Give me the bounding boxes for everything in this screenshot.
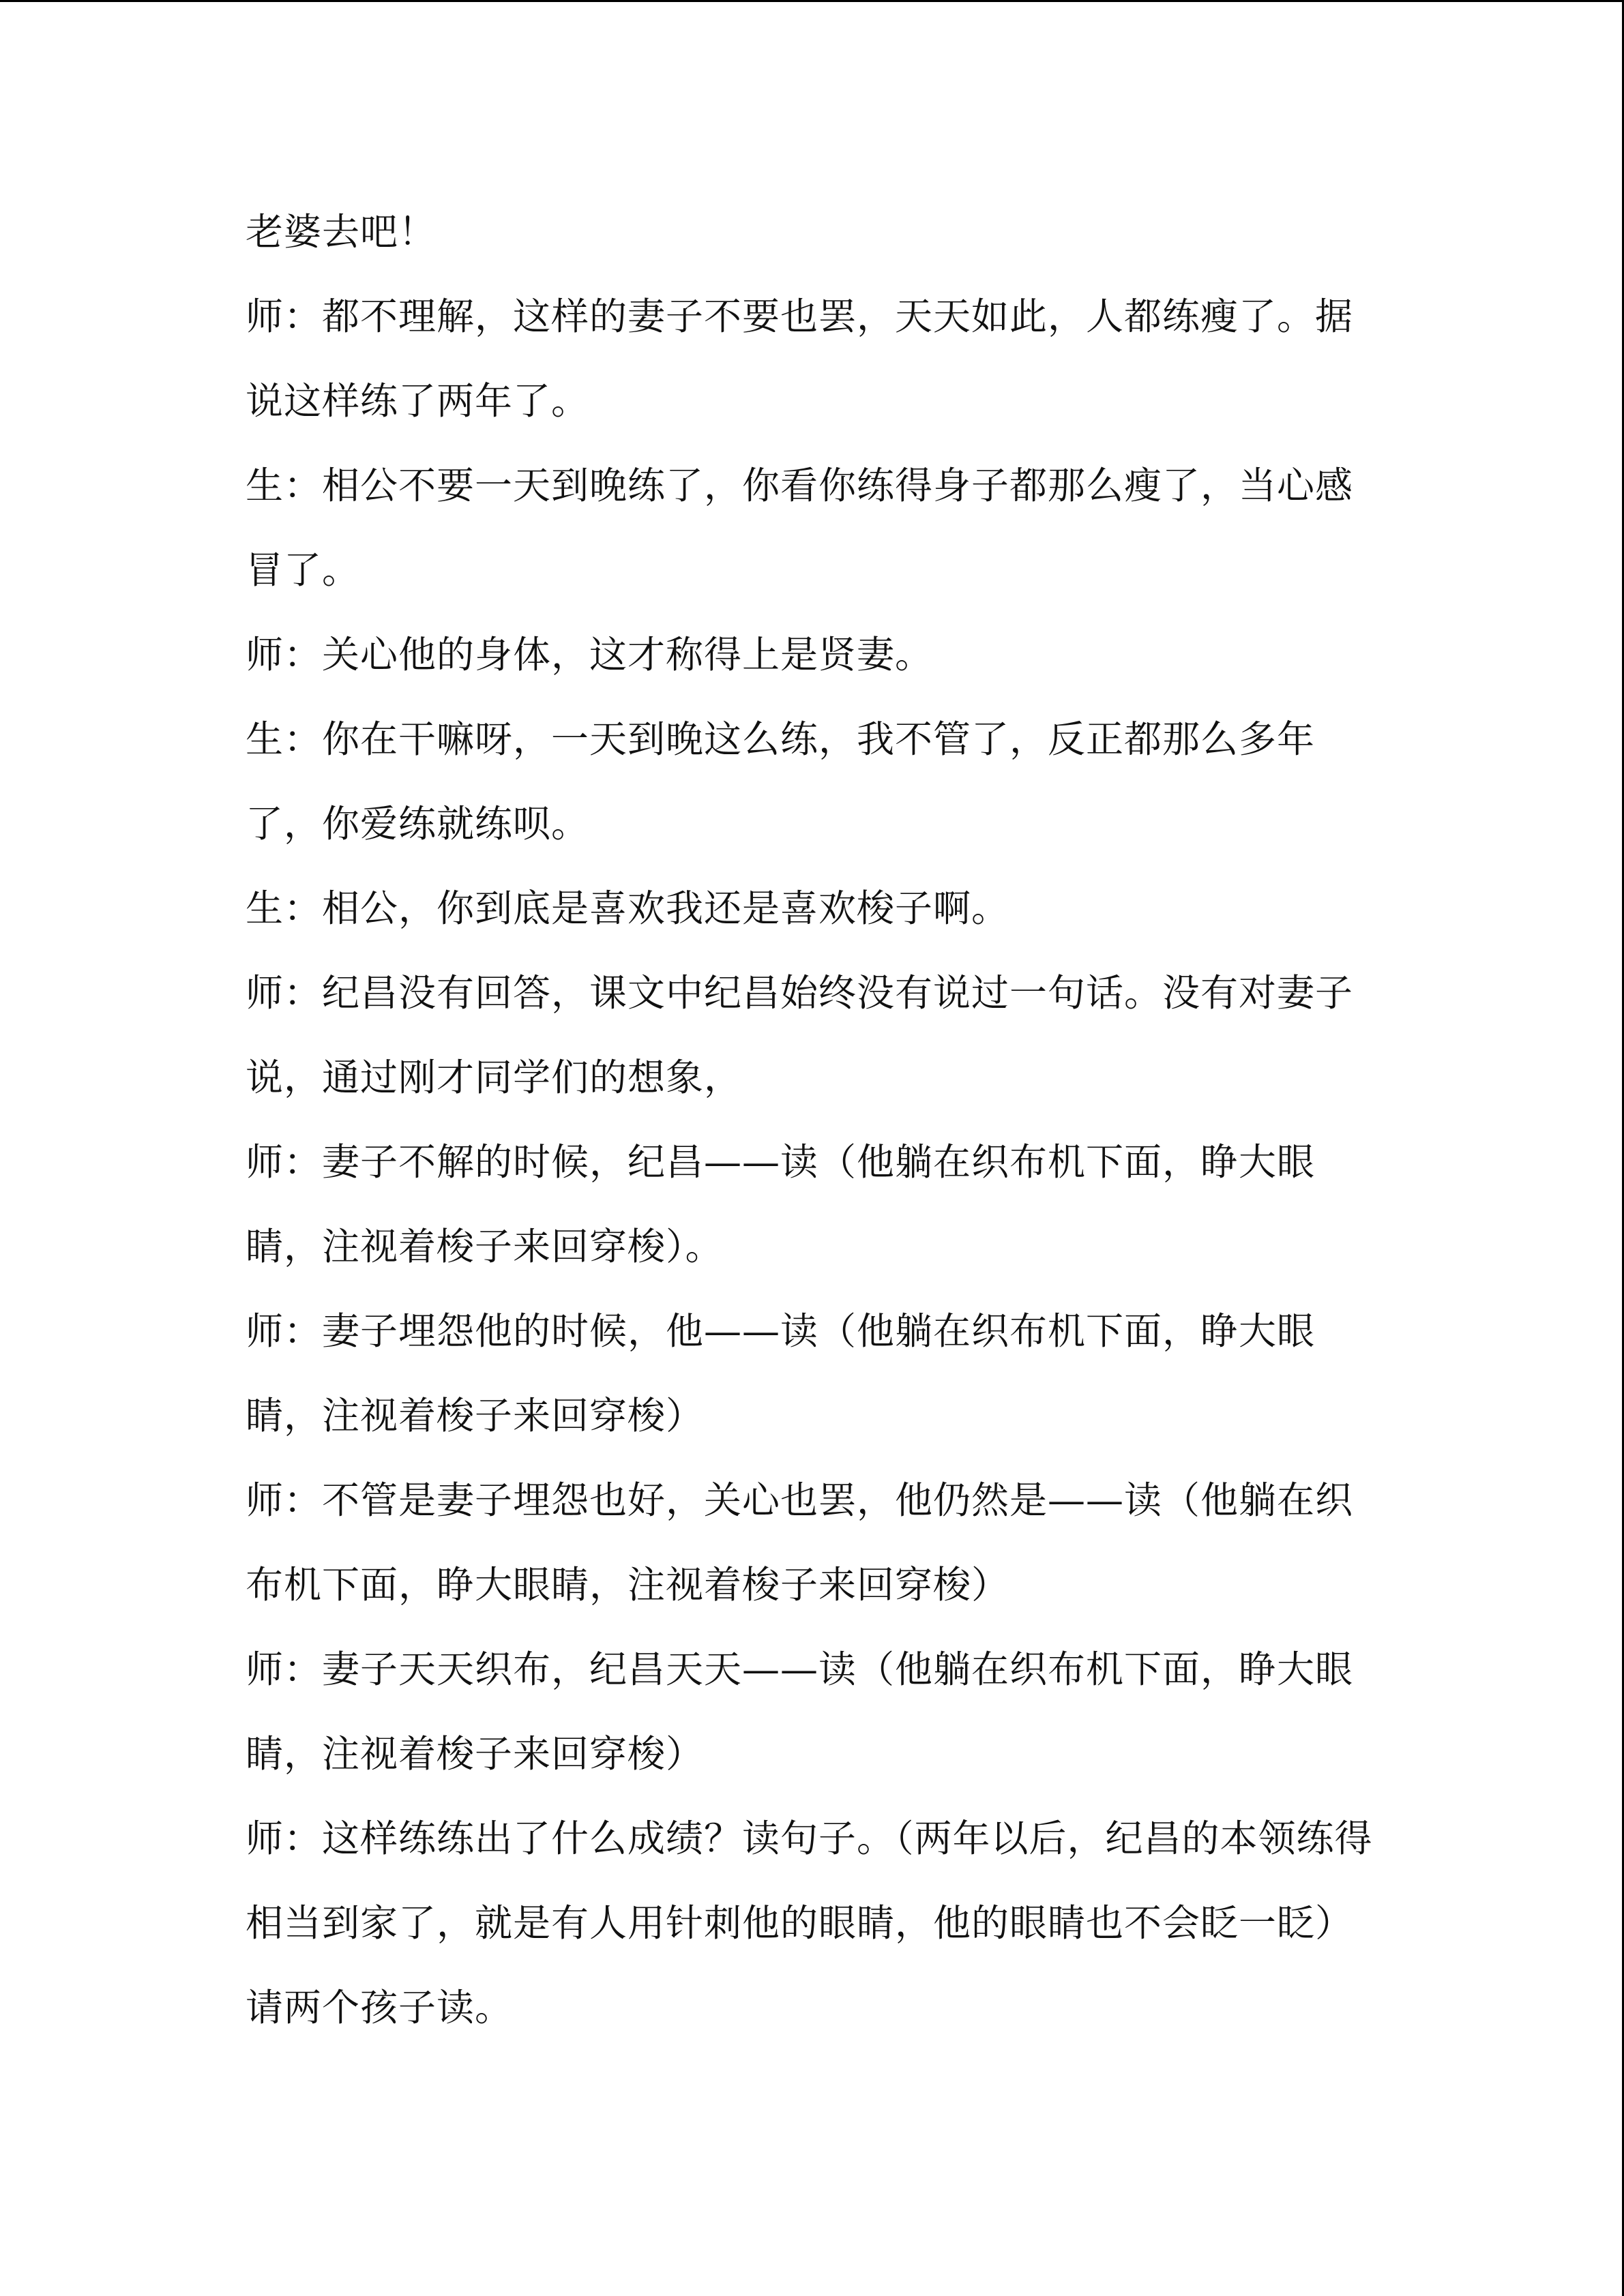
text-line: 师：关心他的身体，这才称得上是贤妻。	[246, 633, 934, 676]
text-line: 相当到家了，就是有人用针刺他的眼睛，他的眼睛也不会眨一眨）	[246, 1901, 1354, 1945]
text-line: 师：纪昌没有回答，课文中纪昌始终没有说过一句话。没有对妻子	[246, 971, 1354, 1015]
text-line: 生：你在干嘛呀，一天到晚这么练，我不管了，反正都那么多年	[246, 717, 1316, 761]
text-line: 师：妻子不解的时候，纪昌——读（他躺在织布机下面，睁大眼	[246, 1140, 1316, 1184]
text-line: 师：都不理解，这样的妻子不要也罢，天天如此，人都练瘦了。据	[246, 295, 1354, 338]
text-line: 师：妻子天天织布，纪昌天天——读（他躺在织布机下面，睁大眼	[246, 1648, 1354, 1691]
text-line: 师：不管是妻子埋怨也好，关心也罢，他仍然是——读（他躺在织	[246, 1478, 1354, 1522]
text-line: 冒了。	[246, 548, 361, 592]
text-line: 师：妻子埋怨他的时候，他——读（他躺在织布机下面，睁大眼	[246, 1309, 1316, 1353]
text-line: 睛，注视着梭子来回穿梭）	[246, 1732, 705, 1776]
text-line: 说，通过刚才同学们的想象，	[246, 1056, 743, 1099]
text-line: 师：这样练练出了什么成绩？读句子。（两年以后，纪昌的本领练得	[246, 1817, 1373, 1860]
text-line: 睛，注视着梭子来回穿梭）。	[246, 1225, 724, 1268]
text-line: 请两个孩子读。	[246, 1986, 514, 2029]
text-line: 老婆去吧！	[246, 210, 437, 254]
text-line: 生：相公不要一天到晚练了，你看你练得身子都那么瘦了，当心感	[246, 464, 1354, 507]
text-line: 布机下面，睁大眼睛，注视着梭子来回穿梭）	[246, 1563, 1010, 1607]
text-line: 睛，注视着梭子来回穿梭）	[246, 1394, 705, 1437]
text-line: 说这样练了两年了。	[246, 379, 590, 423]
text-line: 了，你爱练就练呗。	[246, 802, 590, 846]
text-line: 生：相公，你到底是喜欢我还是喜欢梭子啊。	[246, 886, 1010, 930]
